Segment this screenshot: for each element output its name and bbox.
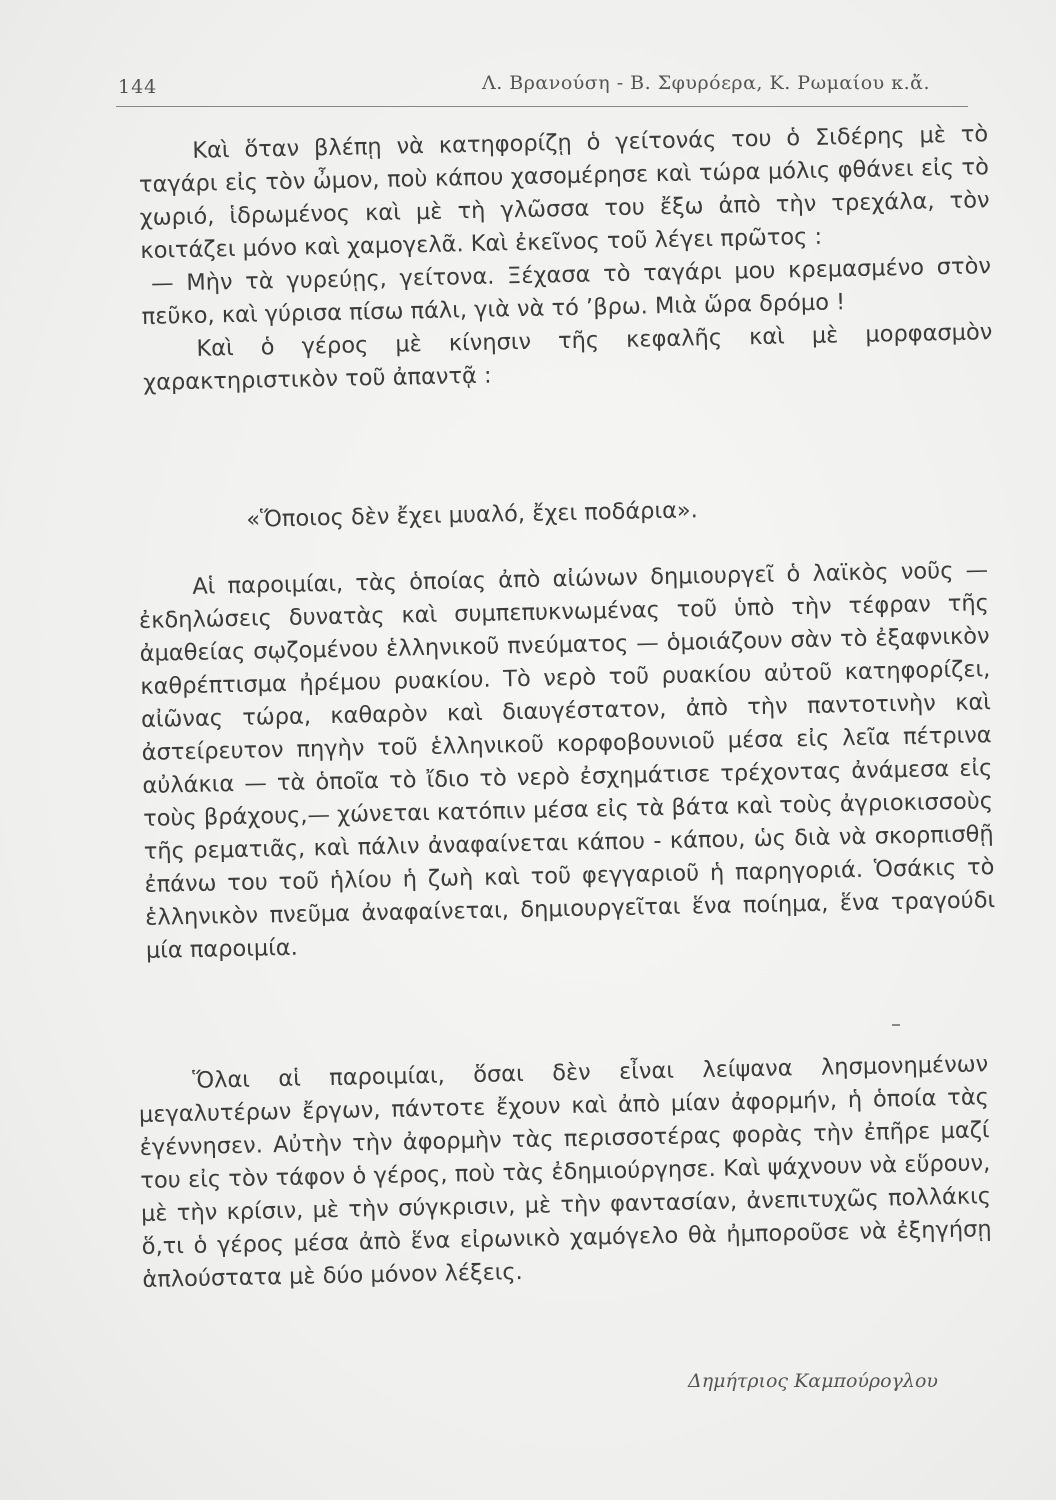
author-signature: Δημήτριος Καμπούρογλου (688, 1370, 938, 1392)
header-rule (116, 106, 968, 107)
paragraph-1: Καὶ ὅταν βλέπῃ νὰ κατηφορίζῃ ὁ γείτονάς του ὁ Σιδέρης μὲ τὸ ταγάρι εἰς τὸν ὦμον, ποὺ κάπου χασομέρησε καὶ τώρα μόλις φθάνει εἰς τὸ χωριό, ἱδρωμένος καὶ μὲ τὴ γλῶσσα του ἔξω ἀπὸ τὴν τρεχάλα, τὸν κοιτάζει μόνο καὶ χαμογελᾶ. Καὶ ἐκεῖνος τοῦ λέγει πρῶτος : (138, 121, 990, 264)
page-number: 144 (118, 76, 158, 98)
paragraph-4: Αἱ παροιμίαι, τὰς ὁποίας ἀπὸ αἰώνων δημιουργεῖ ὁ λαϊκὸς νοῦς — ἐκδηλώσεις δυνατὰς καὶ συμπεπυκνωμένας τοῦ ὑπὸ τὴν τέφραν τῆς ἀμαθείας σῳζομένου ἑλληνικοῦ πνεύματος — ὁμοιάζουν σὰν τὸ ἐξαφνικὸν καθρέπτισμα ἠρέμου ρυακίου. Τὸ νερὸ τοῦ ρυακίου αὐτοῦ κατηφορίζει, αἰῶνας τώρα, καθαρὸν καὶ διαυγέστατον, ἀπὸ τὴν παντοτινὴν καὶ ἀστείρευτον πηγὴν τοῦ ἑλληνικοῦ κορφοβουνιοῦ μέσα εἰς λεῖα πέτρινα αὐλάκια — τὰ ὁποῖα τὸ ἴδιο τὸ νερὸ ἐσχημάτισε τρέχοντας ἀνάμεσα εἰς τοὺς βράχους,— χώνεται κατόπιν μέσα εἰς τὰ βάτα καὶ τοὺς ἀγριοκισσοὺς τῆς ρεματιᾶς, καὶ πάλιν ἀναφαίνεται κάπου - κάπου, ὡς διὰ νὰ σκορπισθῇ ἐπάνω του τοῦ ἡλίου ἡ ζωὴ καὶ τοῦ φεγγαριοῦ ἡ παρηγοριά. Ὁσάκις τὸ ἑλληνικὸν πνεῦμα ἀναφαίνεται, δημιουργεῖται ἕνα ποίημα, ἕνα τραγούδι μία παροιμία. (138, 557, 996, 964)
running-head: Λ. Βρανούση - Β. Σφυρόερα, Κ. Ρωμαίου κ.ἄ. (482, 72, 931, 94)
paragraph-dialogue: — Μὴν τὰ γυρεύῃς, γείτονα. Ξέχασα τὸ ταγάρι μου κρεμασμένο στὸν πεῦκο, καὶ γύρισα πίσω πάλι, γιὰ νὰ τό ’βρω. Μιὰ ὥρα δρόμο ! (141, 253, 992, 330)
stray-mark (892, 1024, 900, 1026)
text-block-2 (138, 554, 996, 968)
proverb-block (138, 488, 989, 539)
text-block-1 (138, 118, 993, 400)
paragraph-5: Ὅλαι αἱ παροιμίαι, ὅσαι δὲν εἶναι λείψανα λησμονημένων μεγαλυτέρων ἔργων, πάντοτε ἔχουν καὶ ἀπὸ μίαν ἀφορμήν, ἡ ὁποία τὰς ἐγέννησεν. Αὐτὴν τὴν ἀφορμὴν τὰς περισσοτέρας φορὰς τὴν ἐπῆρε μαζί του εἰς τὸν τάφον ὁ γέρος, ποὺ τὰς ἐδημιούργησε. Καὶ ψάχνουν νὰ εὕρουν, μὲ τὴν κρίσιν, μὲ τὴν σύγκρισιν, μὲ τὴν φαντασίαν, ἀνεπιτυχῶς πολλάκις ὅ,τι ὁ γέρος μέσα ἀπὸ ἕνα εἰρωνικὸ χαμόγελο θὰ ἠμποροῦσε νὰ ἐξηγήσῃ ἁπλούστατα μὲ δύο μόνον λέξεις. (138, 1051, 992, 1293)
text-block-3 (138, 1048, 993, 1297)
proverb-quote: «Ὅποιος δὲν ἔχει μυαλό, ἔχει ποδάρια». (246, 497, 699, 533)
paragraph-3: Καὶ ὁ γέρος μὲ κίνησιν τῆς κεφαλῆς καὶ μὲ μορφασμὸν χαρακτηριστικὸν τοῦ ἀπαντᾷ : (142, 319, 993, 396)
